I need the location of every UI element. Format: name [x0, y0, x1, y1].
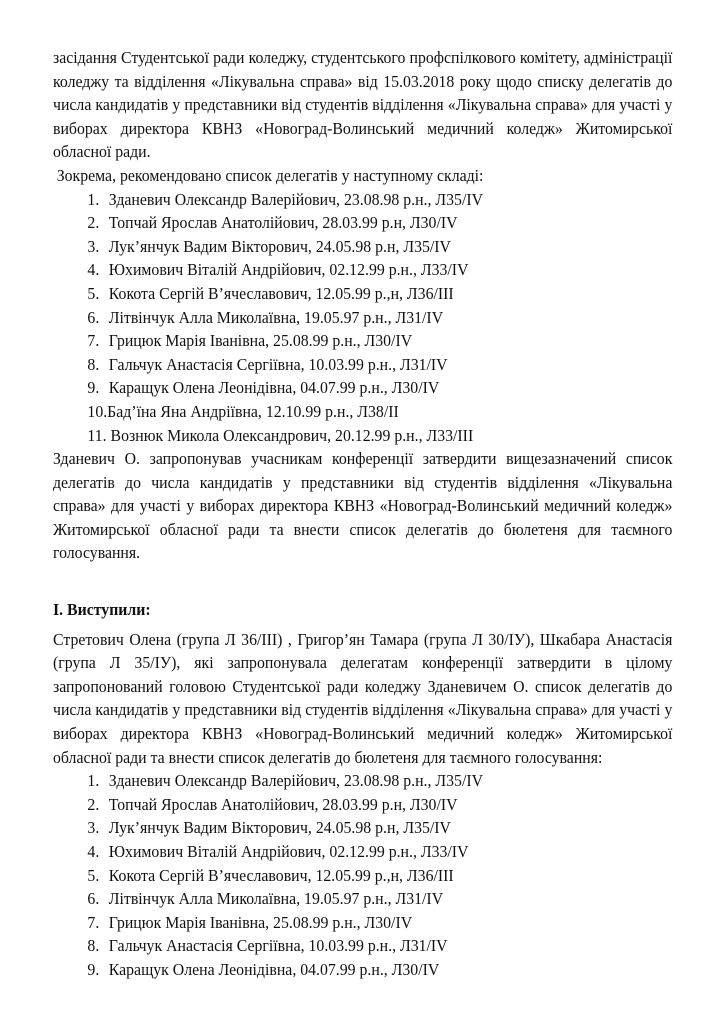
list-item: 8. Гальчук Анастасія Сергіївна, 10.03.99 р.н., Л31/IV — [87, 936, 448, 956]
list-item: 3. Лук’янчук Вадим Вікторович, 24.05.98 р.н, Л35/IV — [87, 818, 451, 838]
delegates-list-2 — [53, 769, 672, 981]
recommended-intro: Зокрема, рекомендовано список делегатів у наступному складі: — [56, 165, 484, 185]
list-item: 1. Зданевич Олександр Валерійович, 23.08.98 р.н., Л35/IV — [87, 771, 484, 791]
list-item: 1. Зданевич Олександр Валерійович, 23.08.98 р.н., Л35/IV — [87, 189, 484, 209]
list-item: 3. Лук’янчук Вадим Вікторович, 24.05.98 р.н, Л35/IV — [87, 236, 451, 256]
speakers-paragraph: Стретович Олена (група Л 36/III) , Григор’ян Тамара (група Л 30/IУ), Шкабара Анастасія (група Л 35/IУ), які запропонувала делегатам конференції затвердити в цілому запропонований головою Студентської ради коледжу Зданевичем О. список делегатів до числа кандидатів у представники від студентів відділення «Лікувальна справа» для участі у виборах директора КВНЗ «Новоград-Волинський медичний коледж» Житомирської обласної ради та внести список делегатів до бюлетеня для таємного голосування: — [53, 629, 673, 767]
list-item: 5. Кокота Сергій В’ячеславович, 12.05.99 р.,н, Л36/III — [87, 283, 454, 303]
proposal-paragraph: Зданевич О. запропонував учасникам конференції затвердити вищезазначений список делегатів до числа кандидатів у представники від студентів відділення «Лікувальна справа» для участі у виборах директора КВНЗ «Новоград-Волинський медичний коледж» Житомирської обласної ради та внести список делегатів до бюлетеня для таємного голосування. — [53, 449, 673, 563]
intro-paragraph: засідання Студентської ради коледжу, студентського профспілкового комітету, адміністрації коледжу та відділення «Лікувальна справа» від 15.03.2018 року щодо списку делегатів до числа кандидатів у представники від студентів відділення «Лікувальна справа» для участі у виборах директора КВНЗ «Новоград-Волинський медичний коледж» Житомирської обласної ради. — [53, 48, 673, 162]
list-item: 7. Грицюк Марія Іванівна, 25.08.99 р.н., Л30/IV — [87, 331, 413, 351]
spacer — [53, 565, 672, 598]
list-item: 10.Бад’їна Яна Андріївна, 12.10.99 р.н., Л38/II — [87, 401, 399, 421]
list-item: 6. Літвінчук Алла Миколаївна, 19.05.97 р.н., Л31/IV — [87, 307, 444, 327]
section-heading: I. Виступили: — [53, 600, 151, 620]
list-item: 9. Каращук Олена Леонідівна, 04.07.99 р.н., Л30/IV — [87, 378, 440, 398]
list-item: 9. Каращук Олена Леонідівна, 04.07.99 р.н., Л30/IV — [87, 959, 440, 979]
delegates-list-1 — [53, 188, 672, 448]
list-item: 4. Юхимович Віталій Андрійович, 02.12.99 р.н., Л33/IV — [87, 842, 469, 861]
document-page — [53, 46, 672, 982]
list-item: 5. Кокота Сергій В’ячеславович, 12.05.99 р.,н, Л36/III — [87, 865, 454, 885]
list-item: 8. Гальчук Анастасія Сергіївна, 10.03.99 р.н., Л31/IV — [87, 354, 448, 374]
list-item: 4. Юхимович Віталій Андрійович, 02.12.99 р.н., Л33/IV — [87, 260, 469, 280]
list-item: 6. Літвінчук Алла Миколаївна, 19.05.97 р.н., Л31/IV — [87, 889, 444, 909]
list-item: 7. Грицюк Марія Іванівна, 25.08.99 р.н., Л30/IV — [87, 912, 413, 932]
list-item: 2. Топчай Ярослав Анатолійович, 28.03.99 р.н, Л30/IV — [87, 794, 458, 814]
list-item: 2. Топчай Ярослав Анатолійович, 28.03.99 р.н, Л30/IV — [87, 213, 458, 233]
list-item: 11. Вознюк Микола Олександрович, 20.12.99 р.н., Л33/III — [87, 425, 474, 445]
